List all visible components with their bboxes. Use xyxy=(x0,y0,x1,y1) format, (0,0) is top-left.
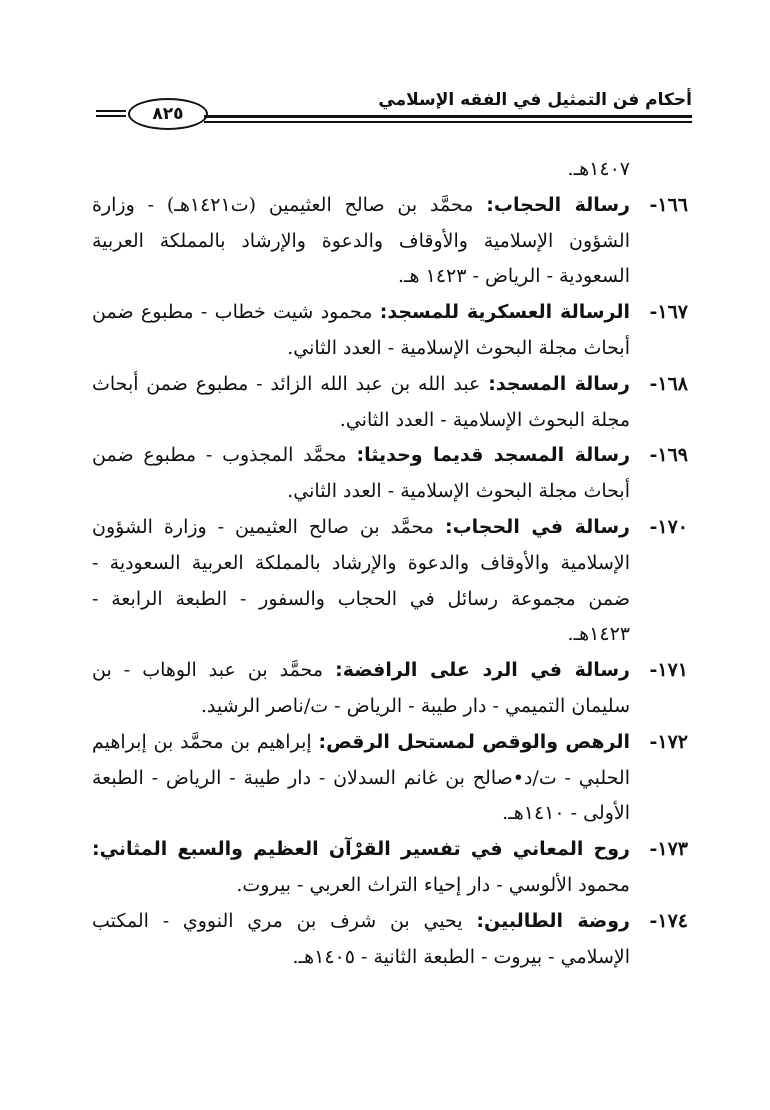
entry-number: ١٦٧- xyxy=(649,301,688,324)
bibliography-entry xyxy=(92,367,688,439)
bibliography-list xyxy=(92,152,688,975)
page-header xyxy=(96,88,692,128)
entry-number: ١٧٠- xyxy=(649,515,688,538)
entry-text: محمَّد بن صالح العثيمين - وزارة الشؤون الإسلامية والأوقاف والدعوة والإرشاد بالمملكة العربية السعودية - ضمن مجموعة رسائل في الحجاب والسفور - الطبعة الرابعة - ١٤٢٣هـ. xyxy=(92,515,630,646)
header-rule-thin xyxy=(204,121,692,123)
entry-title: رسالة في الرد على الرافضة: xyxy=(335,659,630,682)
entry-text: محمَّد المجذوب - مطبوع ضمن أبحاث مجلة البحوث الإسلامية - العدد الثاني. xyxy=(92,444,630,503)
entry-title: روح المعاني في تفسير القرْآن العظيم والسبع المثاني: xyxy=(92,838,630,861)
running-title: أحكام فن التمثيل في الفقه الإسلامي xyxy=(378,90,692,110)
entry-title: الرهص والوقص لمستحل الرقص: xyxy=(318,730,630,753)
entry-title: رسالة المسجد قديما وحديثا: xyxy=(356,444,631,467)
header-left-rule-top xyxy=(96,110,126,112)
entry-title: رسالة الحجاب: xyxy=(486,193,630,216)
entry-title: رسالة في الحجاب: xyxy=(444,515,630,538)
entry-number: ١٦٩- xyxy=(649,444,688,467)
entry-number: ١٦٨- xyxy=(649,372,688,395)
entry-text: محمود شيت خطاب - مطبوع ضمن أبحاث مجلة البحوث الإسلامية - العدد الثاني. xyxy=(92,301,630,359)
bibliography-entry xyxy=(92,510,688,653)
entry-number: ١٧٣- xyxy=(649,838,688,861)
entry-number: ١٧١- xyxy=(649,659,688,682)
bibliography-entry xyxy=(92,653,688,725)
bibliography-entry xyxy=(92,904,688,976)
bibliography-entry xyxy=(92,188,688,295)
bibliography-entry xyxy=(92,295,688,367)
entry-text: يحيي بن شرف بن مري النووي - المكتب الإسلامي - بيروت - الطبعة الثانية - ١٤٠٥هـ. xyxy=(92,909,630,968)
entry-text: عبد الله بن عبد الله الزائد - مطبوع ضمن أبحاث مجلة البحوث الإسلامية - العدد الثاني. xyxy=(92,372,630,431)
entry-title: الرسالة العسكرية للمسجد: xyxy=(379,301,630,324)
header-left-rule-bottom xyxy=(96,115,126,117)
header-rule-thick xyxy=(204,115,692,118)
bibliography-entry xyxy=(92,832,688,904)
page-number-badge: ٨٢٥ xyxy=(128,98,208,130)
entry-text: محمَّد بن عبد الوهاب - بن سليمان التميمي - دار طيبة - الرياض - ت/ناصر الرشيد. xyxy=(92,659,630,717)
bibliography-entry xyxy=(92,725,688,832)
entry-number: ١٧٢- xyxy=(649,730,688,753)
entry-text: محمود الألوسي - دار إحياء التراث العربي - بيروت. xyxy=(236,873,630,896)
entry-number: ١٧٤- xyxy=(649,909,688,932)
entry-title: روضة الطالبين: xyxy=(476,909,630,932)
entry-title: رسالة المسجد: xyxy=(488,372,630,395)
entry-text: إبراهيم بن محمَّد بن إبراهيم الحلبي - ت/د•صالح بن غانم السدلان - دار طيبة - الرياض - الطبعة الأولى - ١٤١٠هـ. xyxy=(92,730,630,825)
continuation-text: ١٤٠٧هـ. xyxy=(567,158,630,180)
bibliography-entry xyxy=(92,438,688,510)
entry-number: ١٦٦- xyxy=(649,193,688,216)
entry-text: محمَّد بن صالح العثيمين (ت١٤٢١هـ) - وزارة الشؤون الإسلامية والأوقاف والدعوة والإرشاد بالمملكة العربية السعودية - الرياض - ١٤٢٣ هـ. xyxy=(92,193,630,288)
